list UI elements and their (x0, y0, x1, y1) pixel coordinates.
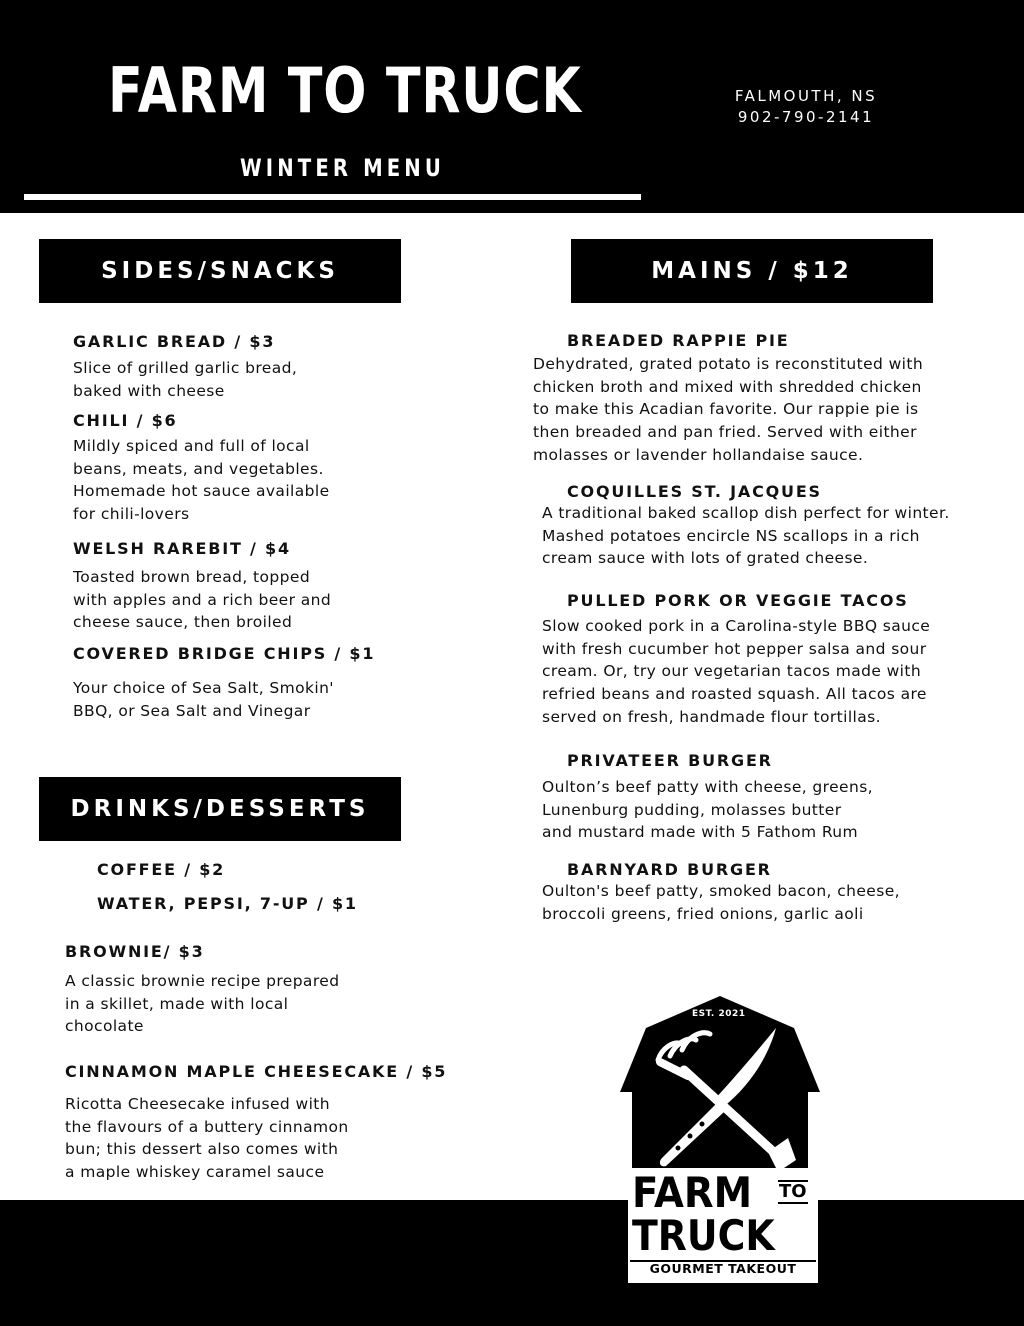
title-underline (24, 194, 641, 200)
sides-item-description: Toasted brown bread, topped with apples and a rich beer and cheese sauce, then broiled (73, 568, 332, 632)
logo-tagline: GOURMET TAKEOUT (630, 1260, 816, 1276)
mains-item-name: BREADED RAPPIE PIE (567, 331, 790, 350)
page-title: FARM TO TRUCK (108, 54, 582, 127)
location-text: FALMOUTH, NS (734, 87, 878, 105)
menu-subtitle: WINTER MENU (240, 154, 445, 182)
sides-item-description: Slice of grilled garlic bread, baked with cheese (73, 359, 298, 400)
drinks-item-name: WATER, PEPSI, 7-UP / $1 (97, 894, 358, 913)
mains-item-description: A traditional baked scallop dish perfect for winter. Mashed potatoes encircle NS scallops in a rich cream sauce with lots of grated cheese. (542, 504, 950, 568)
footer-band (0, 1200, 1024, 1326)
dessert-item-description: Ricotta Cheesecake infused with the flavours of a buttery cinnamon bun; this dessert also comes with a maple whiskey caramel sauce (65, 1095, 349, 1182)
mains-heading: MAINS / $12 (571, 239, 933, 303)
mains-item-description: Oulton's beef patty, smoked bacon, cheese, broccoli greens, fried onions, garlic aoli (542, 882, 900, 923)
phone-text: 902-790-2141 (737, 108, 875, 126)
drinks-item-name: COFFEE / $2 (97, 860, 226, 879)
logo-established-text: EST. 2021 (692, 1009, 746, 1019)
logo-word-truck: TRUCK (632, 1211, 775, 1260)
mains-item-name: BARNYARD BURGER (567, 860, 772, 879)
sides-item-name: GARLIC BREAD / $3 (73, 332, 276, 351)
sides-item-name: CHILI / $6 (73, 411, 178, 430)
mains-item-description: Oulton’s beef patty with cheese, greens, Lunenburg pudding, molasses butter and mustard made with 5 Fathom Rum (542, 778, 873, 842)
logo-word-farm: FARM (632, 1168, 753, 1217)
mains-item-name: COQUILLES ST. JACQUES (567, 482, 822, 501)
mains-item-name: PULLED PORK OR VEGGIE TACOS (567, 591, 909, 610)
sides-item-name: WELSH RAREBIT / $4 (73, 539, 291, 558)
sides-item-name: COVERED BRIDGE CHIPS / $1 (73, 644, 376, 663)
mains-item-name: PRIVATEER BURGER (567, 751, 773, 770)
dessert-item-name: BROWNIE/ $3 (65, 942, 205, 961)
dessert-item-name: CINNAMON MAPLE CHEESECAKE / $5 (65, 1062, 448, 1081)
mains-item-description: Slow cooked pork in a Carolina-style BBQ sauce with fresh cucumber hot pepper salsa and sour cream. Or, try our vegetarian tacos made with refried beans and roasted squash. All tacos are served on fresh, handmade flour tortillas. (542, 617, 931, 726)
sides-item-description: Your choice of Sea Salt, Smokin' BBQ, or Sea Salt and Vinegar (73, 679, 334, 720)
contact-info (726, 86, 886, 128)
sides-item-description: Mildly spiced and full of local beans, meats, and vegetables. Homemade hot sauce available for chili-lovers (73, 437, 330, 524)
drinks-heading: DRINKS/DESSERTS (39, 777, 401, 841)
logo-word-to: TO (779, 1181, 807, 1202)
sides-heading: SIDES/SNACKS (39, 239, 401, 303)
logo-wordmark (628, 1168, 818, 1283)
brand-logo (618, 988, 822, 1288)
dessert-item-description: A classic brownie recipe prepared in a skillet, made with local chocolate (65, 972, 340, 1036)
mains-item-description: Dehydrated, grated potato is reconstituted with chicken broth and mixed with shredded chicken to make this Acadian favorite. Our rappie pie is then breaded and pan fried. Served with either molasses or lavender hollandaise sauce. (533, 355, 924, 464)
